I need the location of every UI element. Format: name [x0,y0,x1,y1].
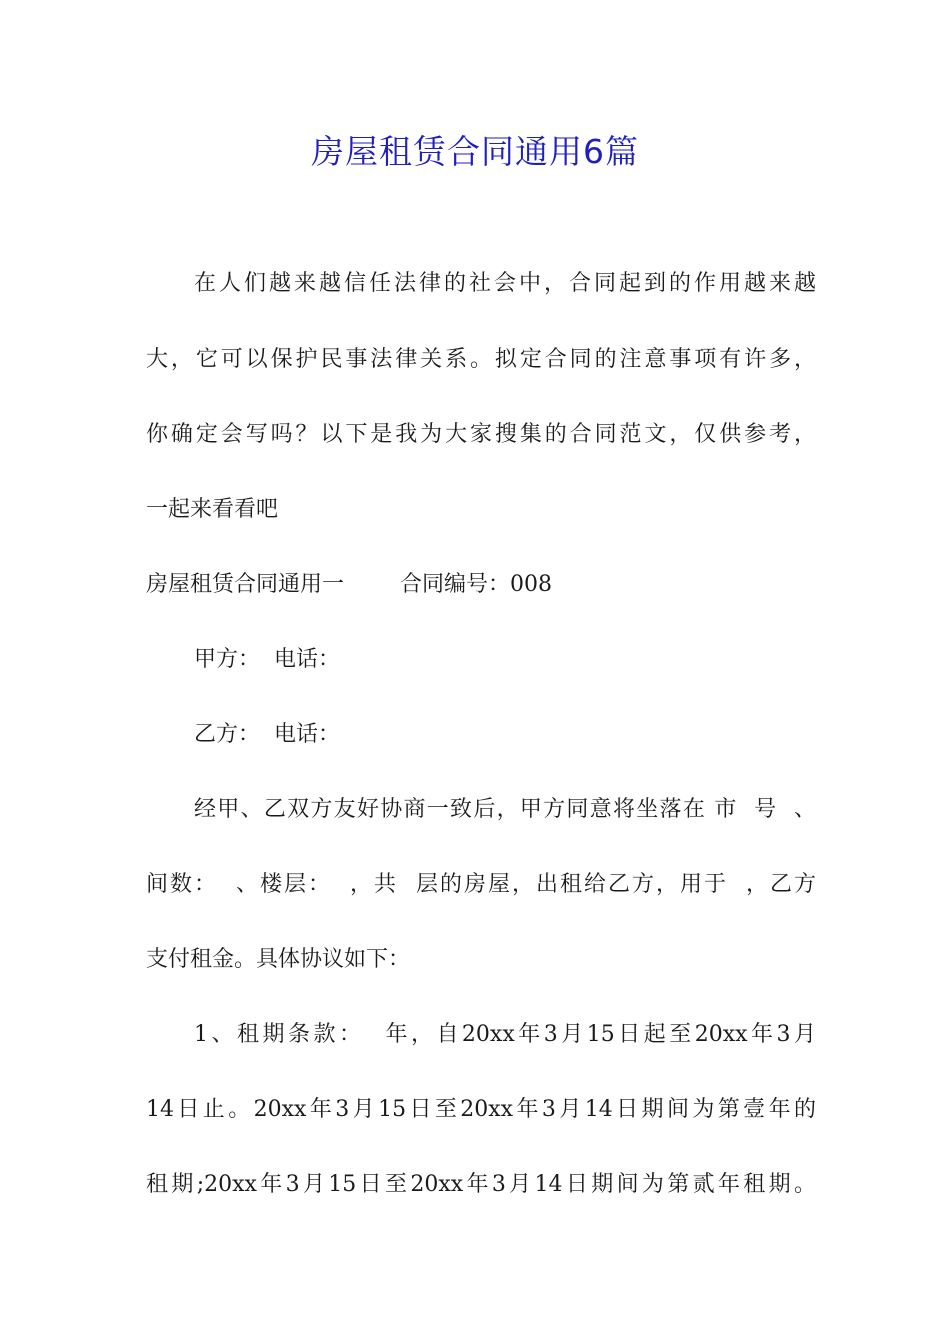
paragraph-line: 大，它可以保护民事法律关系。拟定合同的注意事项有许多， [146,347,816,372]
paragraph-line: 在人们越来越信任法律的社会中，合同起到的作用越来越 [194,271,816,296]
clause-line: 租期;20xx年3月15日至20xx年3月14日期间为第贰年租期。 [146,1172,816,1197]
paragraph-line: 间数： 、楼层： ，共 层的房屋，出租给乙方，用于 ，乙方 [146,872,816,897]
clause-line: 14日止。20xx年3月15日至20xx年3月14日期间为第壹年的 [146,1097,816,1122]
paragraph-line: 支付租金。具体协议如下： [146,947,411,972]
paragraph-line: 经甲、乙双方友好协商一致后，甲方同意将坐落在 市 号 、 [194,797,816,822]
document-title: 房屋租赁合同通用6篇 [311,132,639,171]
section-heading: 房屋租赁合同通用一 合同编号：008 [146,572,552,597]
party-b-line: 乙方： 电话： [194,722,340,747]
party-a-line: 甲方： 电话： [194,647,340,672]
paragraph-line: 一起来看看吧 [146,497,279,522]
clause-line: 1、租期条款： 年，自20xx年3月15日起至20xx年3月 [194,1022,816,1047]
paragraph-line: 你确定会写吗？以下是我为大家搜集的合同范文，仅供参考， [146,422,816,447]
